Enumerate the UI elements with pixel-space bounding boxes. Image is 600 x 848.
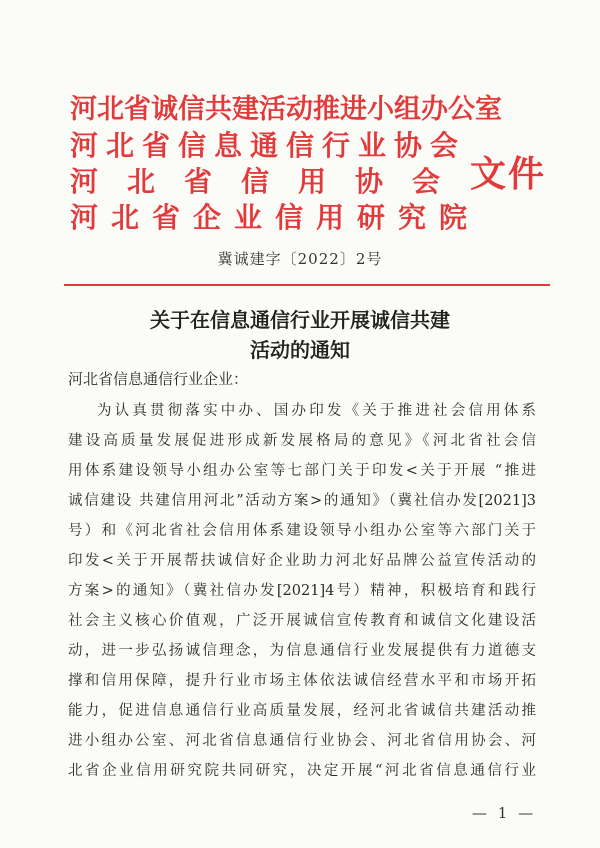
issuer-line-3 bbox=[70, 164, 470, 200]
red-divider-line bbox=[64, 284, 550, 286]
issuer-block bbox=[70, 92, 502, 236]
body-line: 诚信建设 共建信用河北”活动方案>的通知》（冀社信办发[2021]3 bbox=[68, 493, 536, 509]
body-line: 动，进一步弘扬诚信理念，为信息通信行业发展提供有力道德支 bbox=[68, 643, 536, 659]
body-line: 为认真贯彻落实中办、国办印发《关于推进社会信用体系 bbox=[97, 403, 536, 419]
document-number: 冀诚建字〔2022〕2号 bbox=[217, 250, 383, 268]
issuer-name: 河北省信息通信行业协会 bbox=[70, 129, 467, 162]
title-line-1: 关于在信息通信行业开展诚信共建 bbox=[150, 308, 450, 332]
body-line: 方案>的通知》（冀社信办发[2021]4号）精神，积极培育和践行 bbox=[68, 583, 536, 599]
body-line: 进小组办公室、河北省信息通信行业协会、河北省信用协会、河 bbox=[68, 733, 536, 749]
file-label: 文件 bbox=[470, 154, 547, 195]
body-line: 建设高质量发展促进形成新发展格局的意见》《河北省社会信 bbox=[68, 433, 536, 449]
title-line-2: 活动的通知 bbox=[250, 338, 350, 362]
body-line: 号）和《河北省社会信用体系建设领导小组办公室等六部门关于 bbox=[68, 523, 536, 539]
body-line: 用体系建设领导小组办公室等七部门关于印发<关于开展 “推进 bbox=[68, 463, 536, 479]
issuer-name: 河北省诚信共建活动推进小组办公室 bbox=[70, 94, 502, 125]
body-line: 撑和信用保障，提升行业市场主体依法诚信经营水平和市场开拓 bbox=[68, 673, 536, 689]
issuer-line-1 bbox=[70, 92, 502, 128]
body-text bbox=[68, 396, 536, 786]
issuer-name: 河北省信用协会 bbox=[70, 165, 470, 198]
document-title bbox=[0, 305, 600, 365]
body-line: 北省企业信用研究院共同研究，决定开展“河北省信息通信行业 bbox=[68, 763, 536, 779]
page-number: — 1 — bbox=[472, 804, 537, 822]
issuer-name: 河北省企业信用研究院 bbox=[70, 201, 481, 234]
body-line: 能力，促进信息通信行业高质量发展，经河北省诚信共建活动推 bbox=[68, 703, 536, 719]
body-line: 印发<关于开展帮扶诚信好企业助力河北好品牌公益宣传活动的 bbox=[68, 553, 536, 569]
salutation: 河北省信息通信行业企业： bbox=[68, 370, 249, 388]
body-line: 社会主义核心价值观，广泛开展诚信宣传教育和诚信文化建设活 bbox=[68, 613, 536, 629]
issuer-line-2 bbox=[70, 128, 470, 164]
issuer-line-4 bbox=[70, 200, 481, 236]
